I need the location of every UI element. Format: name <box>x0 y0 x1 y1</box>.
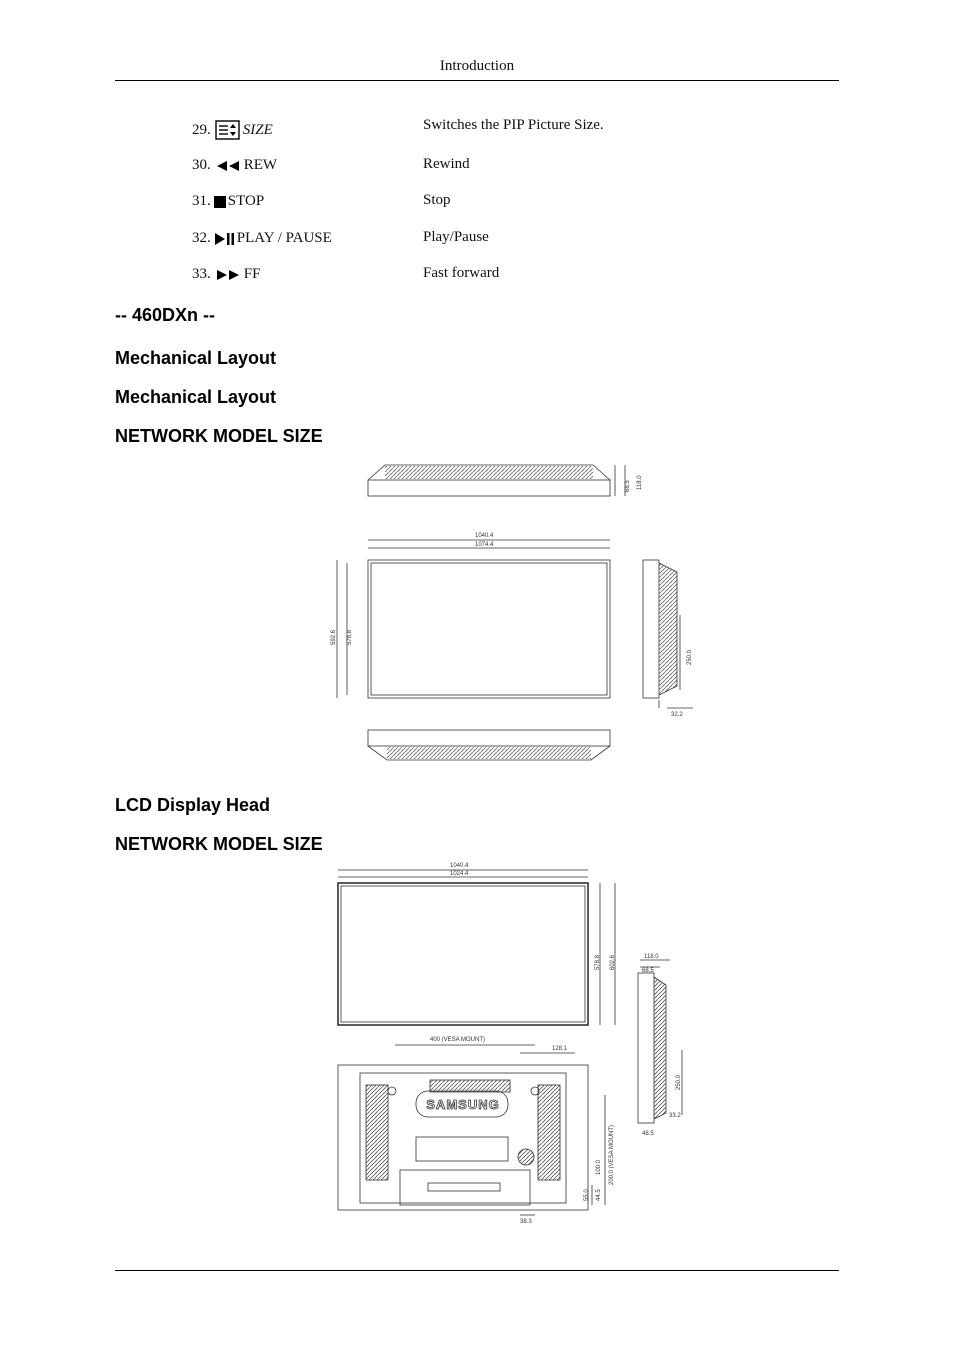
lcd-display-head-diagram <box>330 855 700 1230</box>
dim-top-depth: 118.0 <box>637 475 643 490</box>
dim-v2: 100.0 <box>596 1159 602 1175</box>
dim-v4: 55.0 <box>584 1189 590 1201</box>
item-number: 29. <box>192 121 211 138</box>
section-heading: NETWORK MODEL SIZE <box>115 426 323 446</box>
dim-side-e: 48.5 <box>642 1131 654 1137</box>
fast-forward-icon <box>215 269 241 281</box>
item-number: 33. <box>192 266 211 282</box>
play-pause-icon <box>215 233 235 245</box>
item-description: Play/Pause <box>423 229 489 245</box>
dim-overall-width: 1040.4 <box>450 863 469 869</box>
list-item <box>192 193 264 210</box>
dim-overall-height: 592.6 <box>331 629 337 645</box>
dim-side-height: 250.0 <box>687 649 693 665</box>
footer-rule <box>115 1270 839 1271</box>
dim-v3: 44.5 <box>596 1189 602 1201</box>
item-description: Fast forward <box>423 265 500 281</box>
item-number: 30. <box>192 157 211 173</box>
item-label: STOP <box>227 193 265 209</box>
dim-inner-height: 578.8 <box>347 629 353 645</box>
dim-side-a: 118.0 <box>644 954 659 960</box>
dim-side-c: 250.0 <box>676 1074 682 1090</box>
item-label: SIZE <box>242 121 273 138</box>
section-heading: Mechanical Layout <box>115 348 277 368</box>
section-heading: NETWORK MODEL SIZE <box>115 834 323 854</box>
dim-right-offset: 128.1 <box>552 1046 568 1052</box>
page-header: Introduction <box>439 58 515 74</box>
dim-bottom: 38.3 <box>520 1219 532 1225</box>
model-heading: -- 460DXn -- <box>115 305 216 325</box>
dim-top-small: 68.5 <box>625 480 631 492</box>
item-number: 31. <box>192 193 211 209</box>
section-heading: Mechanical Layout <box>115 387 277 407</box>
list-item <box>192 230 332 247</box>
dim-overall-width: 1040.4 <box>475 533 494 539</box>
mechanical-layout-diagram <box>325 460 705 770</box>
dim-vesa-vertical: 200.0 (VESA MOUNT) <box>609 1124 615 1185</box>
item-description: Stop <box>423 192 451 208</box>
dim-overall-height: 602.6 <box>610 954 616 970</box>
header-rule <box>115 80 839 81</box>
item-label: FF <box>243 266 261 282</box>
dim-side-depth: 32.2 <box>671 712 683 718</box>
size-icon <box>215 120 240 140</box>
dim-vesa: 400 (VESA MOUNT) <box>430 1037 486 1043</box>
section-heading: LCD Display Head <box>115 795 271 815</box>
list-item <box>192 266 260 283</box>
list-item <box>192 120 273 140</box>
dim-inner-width: 1074.4 <box>475 542 494 548</box>
item-label: REW <box>243 157 278 173</box>
item-number: 32. <box>192 230 211 246</box>
item-label: PLAY / PAUSE <box>236 230 332 246</box>
stop-icon <box>214 196 226 208</box>
item-description: Switches the PIP Picture Size. <box>423 117 604 133</box>
item-description: Rewind <box>423 156 470 172</box>
dim-side-b: 68.5 <box>642 968 654 974</box>
rewind-icon <box>215 160 241 172</box>
list-item <box>192 157 277 174</box>
dim-side-d: 33.2 <box>669 1113 681 1119</box>
dim-inner-width: 1024.4 <box>450 871 469 877</box>
dim-inner-height: 578.8 <box>595 954 601 970</box>
samsung-logo: SAMSUNG <box>426 1097 500 1112</box>
